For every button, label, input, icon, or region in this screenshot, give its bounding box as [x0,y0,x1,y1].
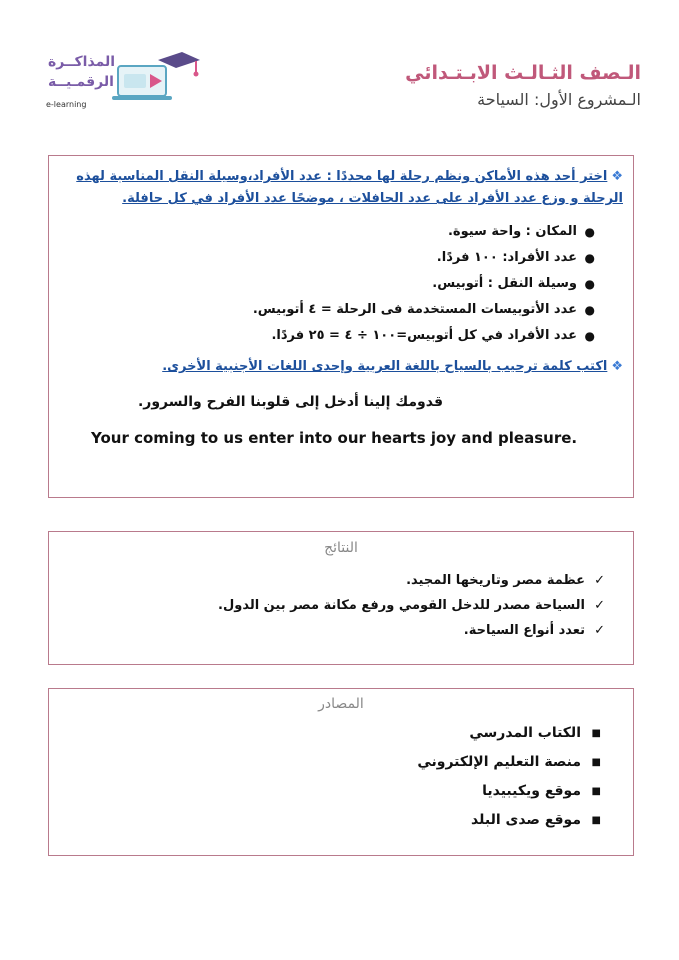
logo-line-2: الرقمـيــة [48,74,114,90]
sources-box [48,688,634,856]
greeting-english: Your coming to us enter into our hearts joy and pleasure. [91,429,578,447]
page-subtitle: الـمشروع الأول: السياحة [477,90,641,109]
check-icon: ✓ [594,573,605,588]
logo-line-3: e-learning [46,100,87,109]
list-item: ● عدد الأتوبيسات المستخدمة فى الرحلة = ٤ أتوبيس. [253,297,595,323]
square-bullet-icon: ■ [591,728,601,739]
list-item: ■ منصة التعليم الإلكتروني [417,748,601,777]
results-box [48,531,634,665]
dot-bullet-icon: ● [584,329,595,343]
sources-list [417,719,601,835]
laptop-graduation-cap-icon [110,48,202,108]
dot-bullet-icon: ● [584,251,595,265]
results-list [218,568,605,643]
task-1-text: اختر أحد هذه الأماكن ونظم رحلة لها محددًا : عدد الأفراد،وسيلة النقل المناسبة لهذه الرحلة و وزع عدد الأفراد على عدد الحافلات ، موضحًا عدد الأفراد في كل حافلة. [76,169,623,206]
list-item: ● عدد الأفراد: ١٠٠ فردًا. [253,245,595,271]
square-bullet-icon: ■ [591,757,601,768]
list-item: ● وسيلة النقل : أتوبيس. [253,271,595,297]
list-item: ■ موقع ويكيبيديا [417,777,601,806]
dot-bullet-icon: ● [584,225,595,239]
task-1 [59,166,623,210]
diamond-bullet-icon: ❖ [611,359,623,374]
page-header [0,40,679,120]
diamond-bullet-icon: ❖ [611,169,623,184]
task-2-text: اكتب كلمة ترحيب بالسياح باللغة العربية وإحدى اللغات الأجنبية الأخرى. [162,359,608,374]
dot-bullet-icon: ● [584,277,595,291]
dot-bullet-icon: ● [584,303,595,317]
page-title: الـصف الثـالـث الابـتـدائي [405,62,641,84]
list-item: ✓ تعدد أنواع السياحة. [218,618,605,643]
logo-line-1: المذاكــرة [48,54,116,70]
task-2 [59,356,623,378]
list-item: ■ موقع صدى البلد [417,806,601,835]
check-icon: ✓ [594,623,605,638]
project-box [48,155,634,498]
list-item: ■ الكتاب المدرسي [417,719,601,748]
square-bullet-icon: ■ [591,815,601,826]
results-title: النتائج [324,540,358,556]
list-item: ✓ عظمة مصر وتاريخها المجيد. [218,568,605,593]
greeting-arabic: قدومك إلينا أدخل إلى قلوبنا الفرح والسرور. [137,394,443,410]
logo [42,48,202,116]
sources-title: المصادر [318,696,364,712]
list-item: ✓ السياحة مصدر للدخل القومي ورفع مكانة مصر بين الدول. [218,593,605,618]
square-bullet-icon: ■ [591,786,601,797]
details-list [253,219,595,349]
list-item: ● عدد الأفراد في كل أتوبيس=١٠٠ ÷ ٤ = ٢٥ فردًا. [253,323,595,349]
list-item: ● المكان : واحة سيوة. [253,219,595,245]
check-icon: ✓ [594,598,605,613]
